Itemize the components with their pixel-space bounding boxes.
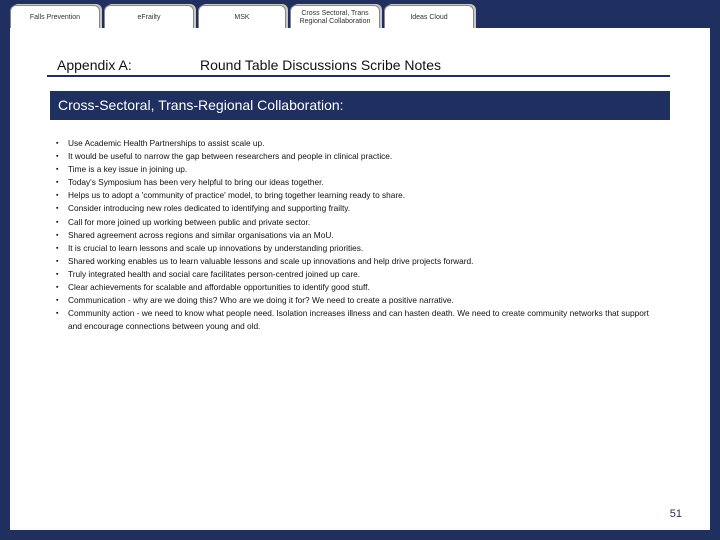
list-item: ▪ It is crucial to learn lessons and scale up innovations by understanding priorities. <box>56 242 656 255</box>
list-item: ▪ Helps us to adopt a 'community of practice' model, to bring together learning ready to share. <box>56 189 656 202</box>
list-item: ▪ Time is a key issue in joining up. <box>56 163 656 176</box>
list-item: ▪ Shared working enables us to learn valuable lessons and scale up innovations and help drive projects forward. <box>56 255 656 268</box>
tab-falls-prevention[interactable]: Falls Prevention <box>10 5 100 30</box>
tab-efrailty[interactable]: eFrailty <box>104 5 194 30</box>
list-item: ▪ Shared agreement across regions and similar organisations via an MoU. <box>56 229 656 242</box>
page-title: Round Table Discussions Scribe Notes <box>200 57 441 73</box>
section-banner: Cross-Sectoral, Trans-Regional Collaboration: <box>50 91 670 120</box>
tab-msk[interactable]: MSK <box>198 5 286 30</box>
page-heading <box>47 56 670 77</box>
list-item: ▪ Call for more joined up working between public and private sector. <box>56 216 656 229</box>
appendix-label: Appendix A: <box>57 57 132 73</box>
list-item: ▪ Today's Symposium has been very helpful to bring our ideas together. <box>56 176 656 189</box>
list-item: ▪ Use Academic Health Partnerships to assist scale up. <box>56 137 656 150</box>
list-item: ▪ Consider introducing new roles dedicated to identifying and supporting frailty. <box>56 202 656 215</box>
list-item: ▪ It would be useful to narrow the gap between researchers and people in clinical practice. <box>56 150 656 163</box>
tab-ideas-cloud[interactable]: Ideas Cloud <box>384 5 474 30</box>
tab-cross-sectoral[interactable]: Cross Sectoral, Trans Regional Collaboration <box>290 5 380 30</box>
list-item: ▪ Truly integrated health and social care facilitates person-centred joined up care. <box>56 268 656 281</box>
list-item: ▪ Clear achievements for scalable and affordable opportunities to identify good stuff. <box>56 281 656 294</box>
list-item: ▪ Communication - why are we doing this? Who are we doing it for? We need to create a positive narrative. <box>56 294 656 307</box>
list-item: ▪ Community action - we need to know what people need. Isolation increases illness and can hasten death. We need to create community networks that support and encourage connections between young and old. <box>56 307 656 333</box>
page-number: 51 <box>669 508 682 520</box>
notes-list <box>56 137 656 333</box>
tab-bar <box>0 0 720 30</box>
